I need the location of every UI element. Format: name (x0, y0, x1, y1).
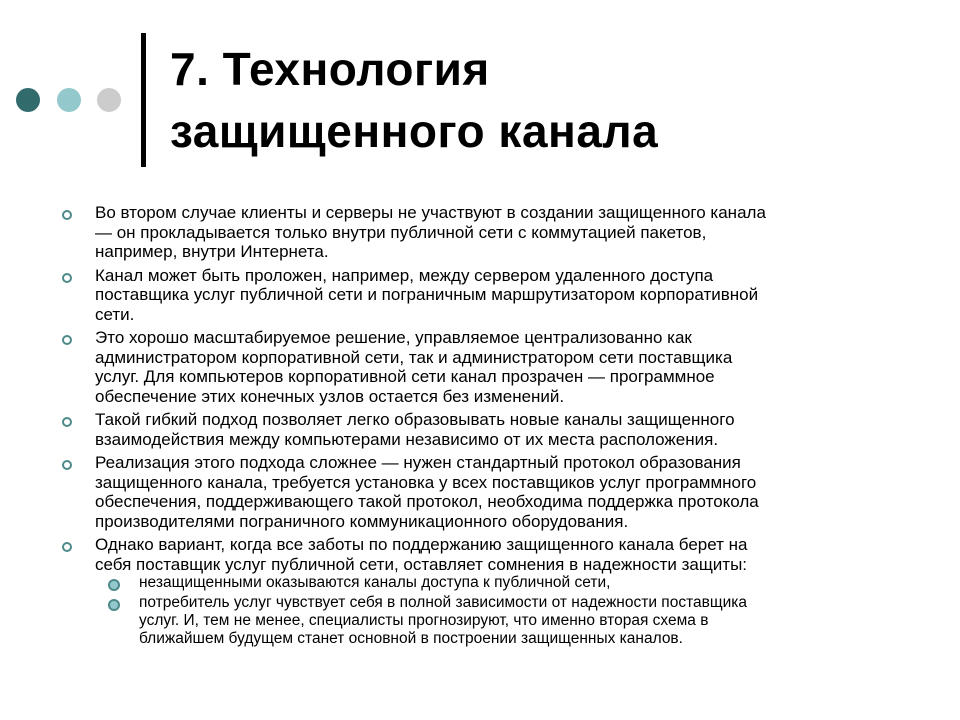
bullet-icon (62, 460, 72, 470)
bullet-text-line: — он прокладывается только внутри публичной сети с коммутацией пакетов, (95, 222, 707, 242)
decor-dot-teal (57, 88, 81, 112)
title-divider (141, 33, 146, 167)
bullet-text-line: Однако вариант, когда все заботы по поддержанию защищенного канала берет на (95, 535, 748, 554)
bullet-item (62, 328, 922, 406)
bullet-text-line: Реализация этого подхода сложнее — нужен стандартный протокол образования (95, 453, 741, 472)
bullet-text-line: например, внутри Интернета. (95, 242, 329, 261)
bullet-item (62, 535, 922, 648)
bullet-text-line: Это хорошо масштабируемое решение, управляемое централизованно как (95, 328, 692, 347)
bullet-text-line: услуг. Для компьютеров корпоративной сети канал прозрачен — программное (95, 367, 715, 386)
bullet-icon (62, 542, 72, 552)
slide-title (170, 38, 658, 162)
bullet-text-line: обеспечения, поддерживающего такой протокол, необходима поддержка протокола (95, 492, 759, 511)
title-line: защищенного канала (170, 105, 659, 157)
bullet-text-line: ближайшем будущем станет основной в построении защищенных каналов. (139, 630, 683, 647)
bullet-text-line: взаимодействия между компьютерами независимо от их места расположения. (95, 429, 719, 449)
bullet-text-line: Во втором случае клиенты и серверы не участвуют в создании защищенного канала (95, 203, 766, 222)
bullet-text-line: потребитель услуг чувствует себя в полной зависимости от надежности поставщика (139, 594, 747, 611)
bullet-icon (62, 273, 72, 283)
bullet-text-line: Канал может быть проложен, например, между сервером удаленного доступа (95, 265, 714, 285)
decor-dot-dark (16, 88, 40, 112)
bullet-icon (62, 335, 72, 345)
bullet-text-line: услуг. И, тем не менее, специалисты прогнозируют, что именно вторая схема в (139, 612, 709, 629)
bullet-item (62, 203, 922, 262)
bullet-text-line: поставщика услуг публичной сети и пограничным маршрутизатором корпоративной (95, 285, 759, 304)
bullet-item (62, 410, 922, 449)
bullet-text-line: сети. (95, 304, 135, 324)
bullet-text-line: производителями пограничного коммуникационного оборудования. (95, 511, 629, 531)
bullet-text-line: незащищенными оказываются каналы доступа к публичной сети, (139, 574, 611, 591)
bullet-item (62, 574, 922, 592)
bullet-item (62, 453, 922, 531)
bullet-icon (108, 579, 120, 591)
slide-body (62, 203, 922, 652)
bullet-item (62, 266, 922, 325)
bullet-icon (108, 599, 120, 611)
bullet-icon (62, 210, 72, 220)
decor-dot-gray (97, 88, 121, 112)
bullet-text-line: себя поставщик услуг публичной сети, оставляет сомнения в надежности защиты: (95, 554, 748, 574)
bullet-text-line: защищенного канала, требуется установка у всех поставщиков услуг программного (95, 472, 757, 492)
title-line: 7. Технология (170, 43, 490, 95)
bullet-text-line: обеспечение этих конечных узлов остается без изменений. (95, 386, 565, 406)
bullet-text-line: администратором корпоративной сети, так и администратором сети поставщика (95, 347, 733, 367)
bullet-icon (62, 417, 72, 427)
bullet-item (62, 594, 922, 648)
bullet-text-line: Такой гибкий подход позволяет легко образовывать новые каналы защищенного (95, 410, 735, 429)
